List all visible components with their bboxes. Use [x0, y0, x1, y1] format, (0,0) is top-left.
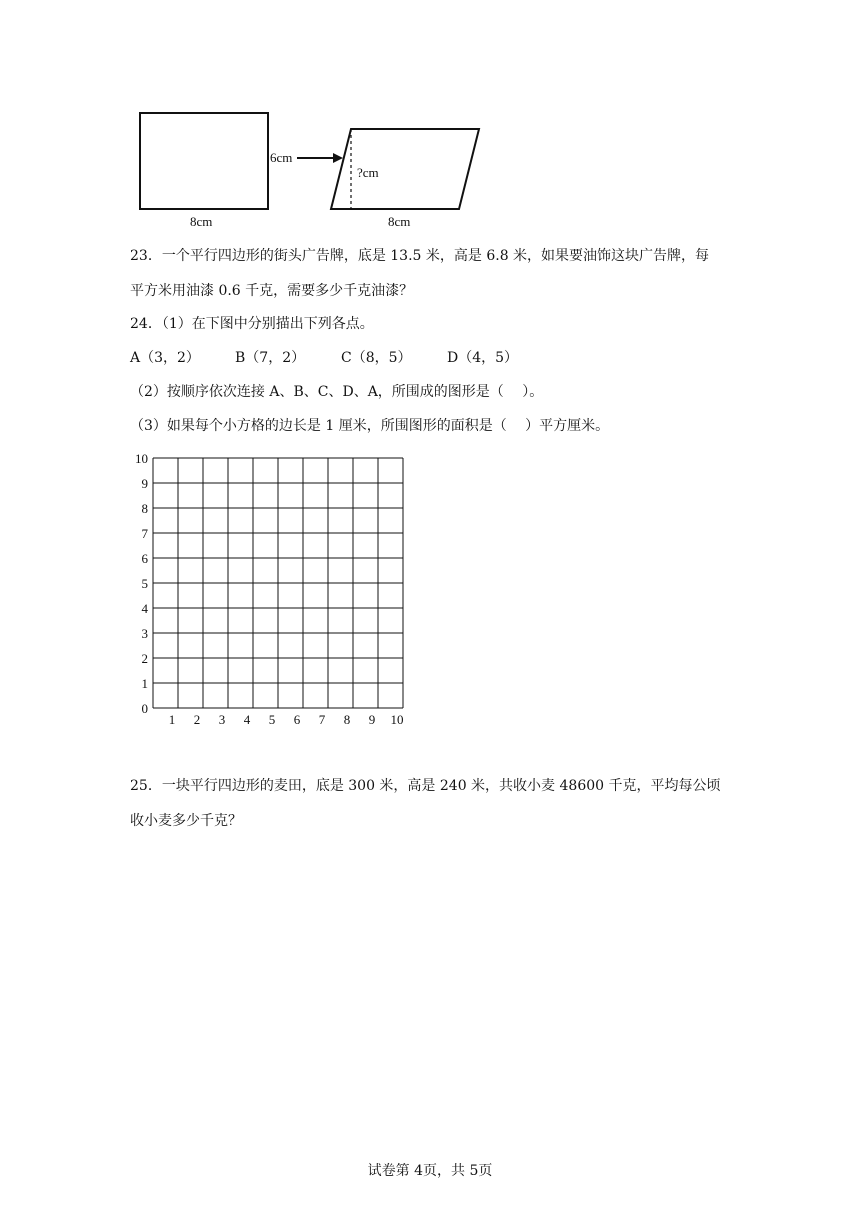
parallelogram-width-label: 8cm [388, 214, 411, 229]
x-axis-tick-label: 8 [343, 712, 351, 727]
y-axis-tick-label: 0 [141, 701, 148, 716]
x-axis-tick-label: 1 [168, 712, 176, 727]
x-axis-tick-label: 5 [268, 712, 276, 727]
x-axis-tick-label: 2 [193, 712, 201, 727]
question-24-part-2: （2）按顺序依次连接 A、B、C、D、A，所围成的图形是（ ）。 [130, 384, 544, 400]
rectangle-to-parallelogram-figure [130, 105, 510, 235]
x-axis-tick-label: 4 [243, 712, 251, 727]
x-axis-tick-label: 6 [293, 712, 301, 727]
y-axis-tick-label: 4 [141, 601, 148, 616]
page-footer: 试卷第 4页，共 5页 [367, 1163, 493, 1179]
y-axis-tick-label: 7 [141, 526, 148, 541]
x-axis-tick-label: 7 [318, 712, 326, 727]
y-axis-tick-label: 10 [135, 451, 148, 466]
x-axis-tick-label: 3 [218, 712, 226, 727]
x-axis-tick-label: 9 [368, 712, 376, 727]
coordinate-grid [120, 448, 420, 733]
rectangle-width-label: 8cm [190, 214, 213, 229]
point-a: A（3，2） [130, 350, 200, 366]
point-d: D（4，5） [447, 350, 519, 366]
y-axis-tick-label: 1 [141, 676, 148, 691]
y-axis-tick-label: 3 [141, 626, 148, 641]
question-25-line-1: 25．一块平行四边形的麦田，底是 300 米，高是 240 米，共收小麦 48600 千克，平均每公顷 [130, 778, 721, 794]
x-axis-tick-label: 10 [390, 712, 404, 727]
point-b: B（7，2） [235, 350, 306, 366]
rectangle-height-label: 6cm [270, 150, 293, 165]
question-23-line-1: 23．一个平行四边形的街头广告牌，底是 13.5 米，高是 6.8 米，如果要油饰这块广告牌，每 [130, 248, 710, 264]
y-axis-tick-label: 5 [141, 576, 148, 591]
rectangle-shape [140, 113, 268, 209]
y-axis-tick-label: 2 [141, 651, 148, 666]
question-24-intro: 24．（1）在下图中分别描出下列各点。 [130, 316, 374, 332]
question-23-line-2: 平方米用油漆 0.6 千克，需要多少千克油漆？ [130, 283, 414, 299]
point-c: C（8，5） [341, 350, 412, 366]
arrow-icon [297, 153, 343, 163]
y-axis-tick-label: 8 [141, 501, 148, 516]
parallelogram-height-label: ?cm [357, 165, 379, 180]
y-axis-tick-label: 9 [141, 476, 148, 491]
parallelogram-shape [331, 129, 479, 209]
question-25-line-2: 收小麦多少千克？ [130, 813, 242, 829]
question-24-part-3: （3）如果每个小方格的边长是 1 厘米，所围图形的面积是（ ）平方厘米。 [130, 418, 610, 434]
y-axis-tick-label: 6 [141, 551, 148, 566]
